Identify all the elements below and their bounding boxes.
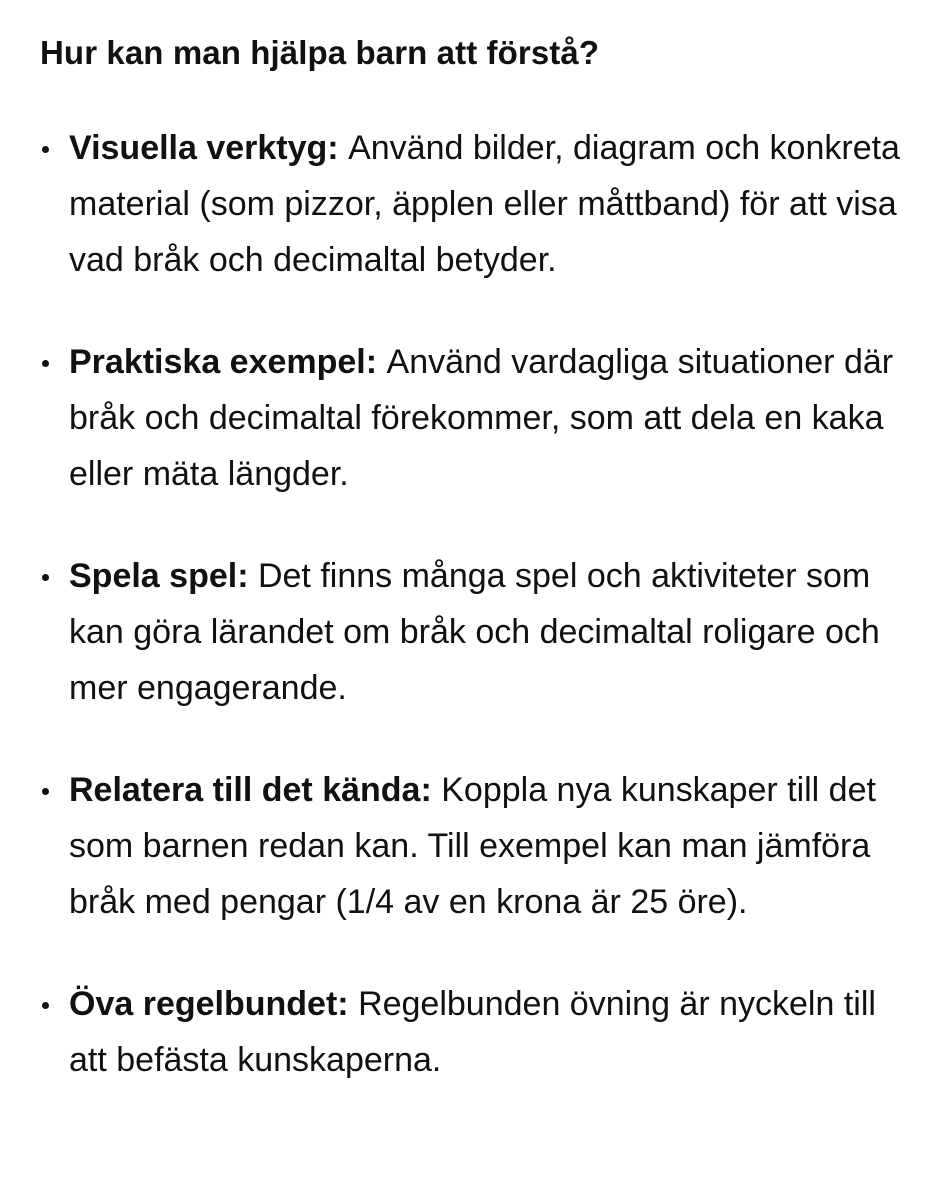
list-item-play-games xyxy=(0,548,909,716)
item-term: Öva regelbundet: xyxy=(69,985,359,1023)
item-text: Använd vardagliga situationer där bråk och decimaltal förekommer, som att dela en kaka eller mäta längder. xyxy=(69,343,894,493)
item-text: Använd bilder, diagram och konkreta material (som pizzor, äpplen eller måttband) för att visa vad bråk och decimaltal betyder. xyxy=(69,129,900,279)
bullet-list xyxy=(0,120,931,1134)
bullet-icon xyxy=(42,360,49,367)
bullet-icon xyxy=(42,574,49,581)
item-text: Det finns många spel och aktiviteter som kan göra lärandet om bråk och decimaltal roligare och mer engagerande. xyxy=(69,557,880,707)
bullet-icon xyxy=(42,788,49,795)
list-item-practical-examples xyxy=(0,334,909,502)
item-term: Praktiska exempel: xyxy=(69,343,387,381)
item-term: Visuella verktyg: xyxy=(69,129,349,167)
item-text: Koppla nya kunskaper till det som barnen redan kan. Till exempel kan man jämföra bråk med pengar (1/4 av en krona är 25 öre). xyxy=(69,771,876,921)
bullet-icon xyxy=(42,146,49,153)
item-term: Relatera till det kända: xyxy=(69,771,442,809)
item-text: Regelbunden övning är nyckeln till att befästa kunskaperna. xyxy=(69,985,876,1079)
bullet-icon xyxy=(42,1002,49,1009)
list-item-practice-regularly xyxy=(0,976,909,1088)
document-heading: Hur kan man hjälpa barn att förstå? xyxy=(40,34,600,71)
list-item-relate-known xyxy=(0,762,909,930)
item-term: Spela spel: xyxy=(69,557,258,595)
list-item-visual-tools xyxy=(0,120,909,288)
